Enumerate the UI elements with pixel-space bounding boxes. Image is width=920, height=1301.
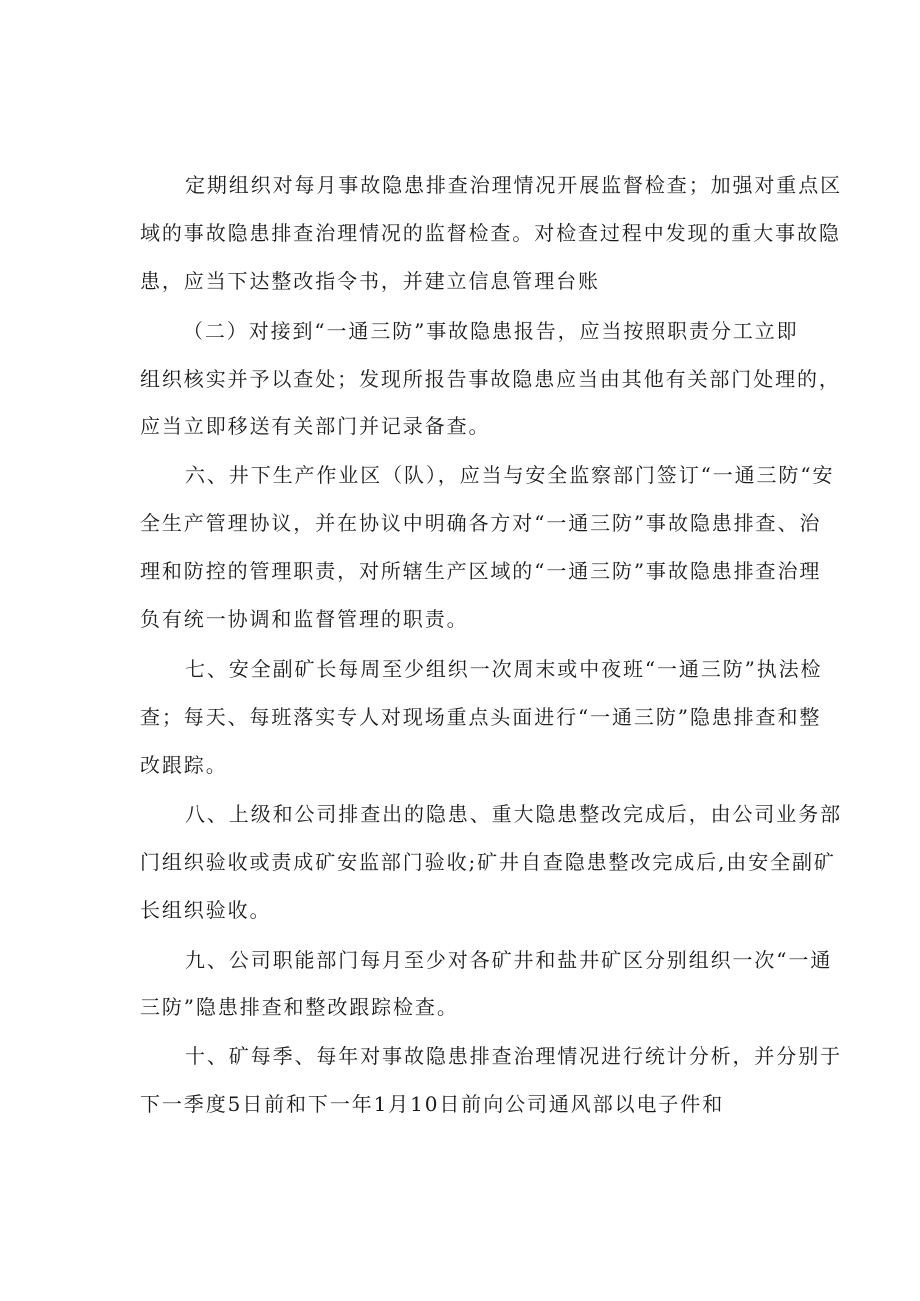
- paragraph-line: 十、矿每季、每年对事故隐患排查治理情况进行统计分析，并分别于: [185, 1044, 842, 1068]
- paragraph-line: 改跟踪。: [140, 753, 228, 777]
- paragraph-line: 下一季度5日前和下一年1月10日前向公司通风部以电子件和: [140, 1092, 725, 1116]
- paragraph-line: 域的事故隐患排查治理情况的监督检查。对检查过程中发现的重大事故隐: [140, 221, 841, 245]
- paragraph-line: （二）对接到“一通三防”事故隐患报告，应当按照职责分工立即: [183, 319, 799, 343]
- paragraph-line: 负有统一协调和监督管理的职责。: [140, 607, 469, 631]
- paragraph-line: 组织核实并予以查处；发现所报告事故隐患应当由其他有关部门处理的，: [140, 367, 841, 391]
- paragraph-line: 六、井下生产作业区（队），应当与安全监察部门签订“一通三防“安: [185, 463, 835, 487]
- paragraph-line: 应当立即移送有关部门并记录备查。: [140, 414, 491, 438]
- paragraph-line: 三防”隐患排查和整改跟踪检查。: [140, 995, 459, 1019]
- paragraph-line: 查；每天、每班落实专人对现场重点头面进行“一通三防”隐患排查和整: [140, 705, 822, 729]
- paragraph-line: 门组织验收或责成矿安监部门验收;矿井自查隐患整改完成后,由安全副矿: [140, 850, 836, 874]
- paragraph-line: 长组织验收。: [140, 898, 272, 922]
- paragraph-line: 七、安全副矿长每周至少组织一次周末或中夜班“一通三防”执法检: [185, 657, 823, 681]
- paragraph-line: 患，应当下达整改指令书，并建立信息管理台账: [140, 269, 600, 293]
- paragraph-line: 理和防控的管理职责，对所辖生产区域的“一通三防”事故隐患排查治理: [140, 559, 822, 583]
- paragraph-line: 八、上级和公司排查出的隐患、重大隐患整改完成后，由公司业务部: [185, 802, 842, 826]
- paragraph-line: 九、公司职能部门每月至少对各矿井和盐井矿区分别组织一次“一通: [185, 948, 833, 972]
- paragraph-line: 定期组织对每月事故隐患排查治理情况开展监督检查；加强对重点区: [185, 173, 842, 197]
- paragraph-line: 全生产管理协议，并在协议中明确各方对“一通三防”事故隐患排查、治: [140, 511, 822, 535]
